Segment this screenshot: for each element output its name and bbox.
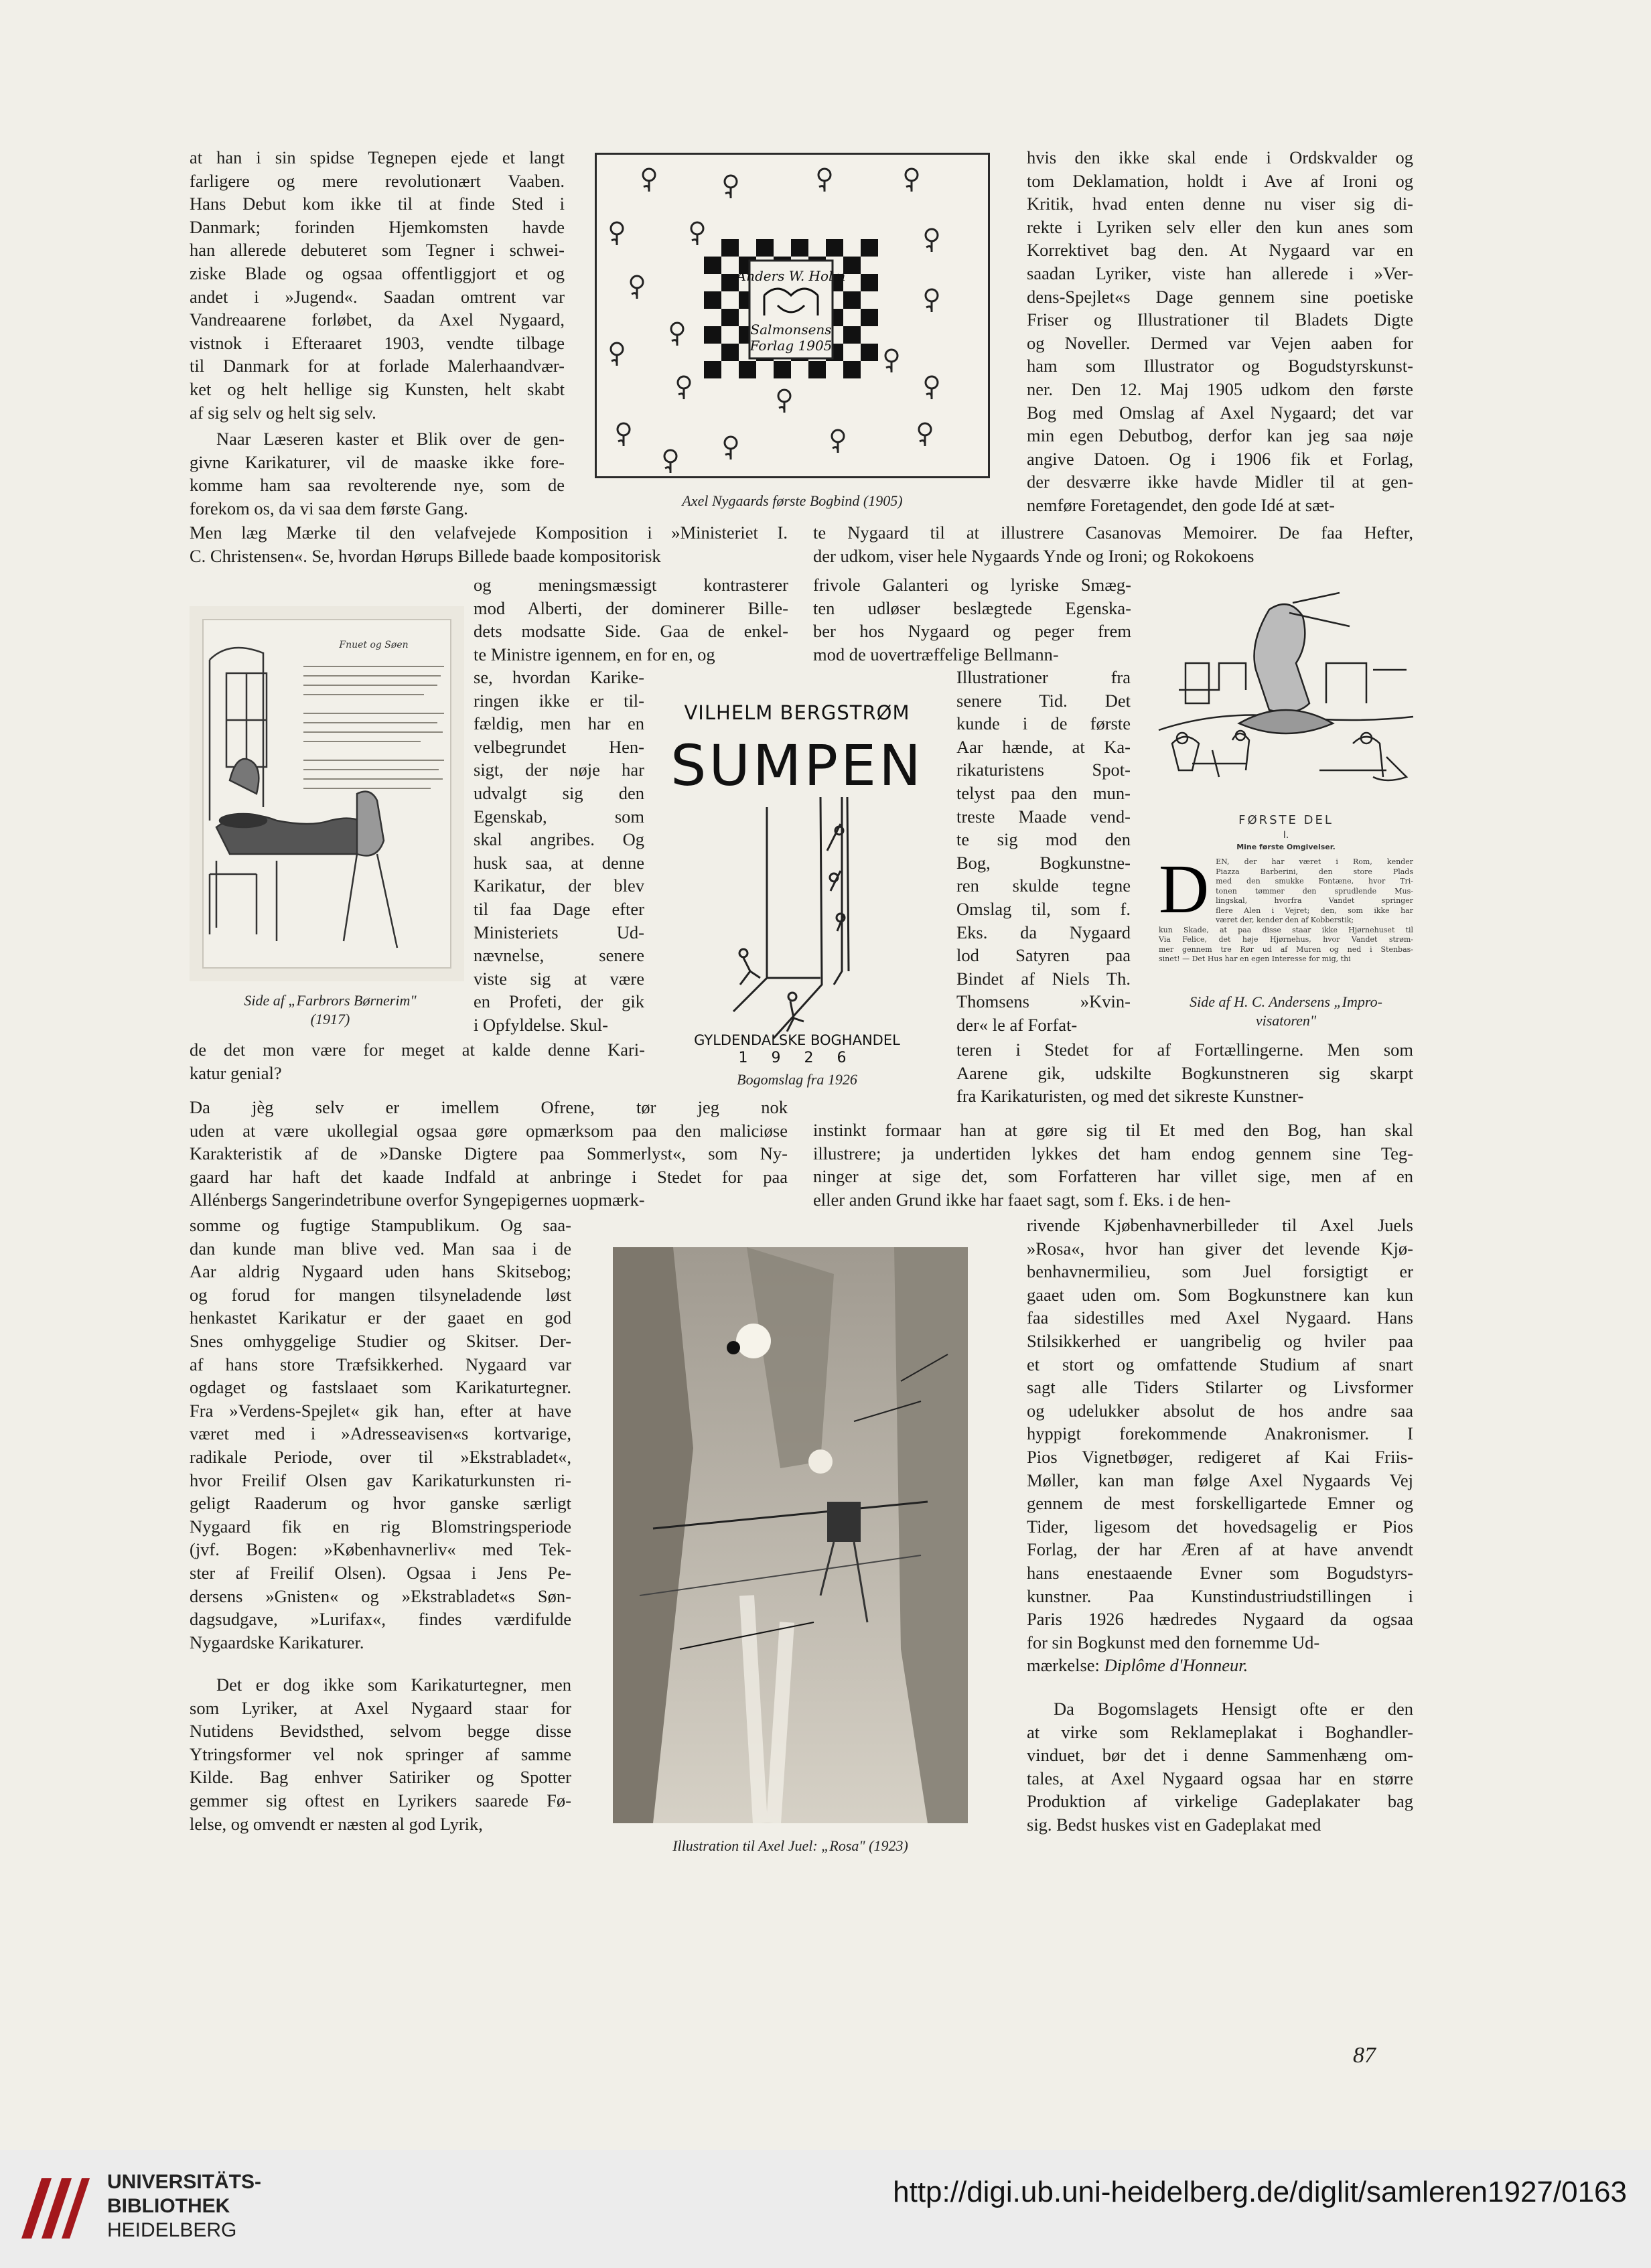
text-line: illustrere; ja undertiden lykkes det ham endog gennem sine Teg- (813, 1143, 1413, 1163)
rose-ornament (885, 350, 898, 362)
text-line: Omslag til, som f. (956, 898, 1131, 919)
checker-square (861, 274, 878, 291)
text-line: en Profeti, der gik (474, 991, 644, 1012)
rose-ornament (832, 430, 844, 442)
text-line: velbegrundet Hen- (474, 736, 644, 757)
text-line: hvis den ikke skal ende i Ordskvalder og (1027, 147, 1413, 167)
text-line: Eks. da Nygaard (956, 922, 1131, 942)
text-line: Via Felice, det høje Hjørnehus, hvor Vandet strøm- (1159, 935, 1413, 944)
text-line: kunstner. Paa Kunstindustriudstillingen i (1027, 1585, 1413, 1606)
text-line: dets modsatte Side. Gaa de enkel- (474, 621, 788, 642)
text-line: hans enestaaende Evner som Bogudstyrs- (1027, 1562, 1413, 1583)
rose-stem (632, 288, 637, 299)
text-line: og udelukker absolut de hos andre saa (1027, 1400, 1413, 1421)
text-line: instinkt formaar han at gøre sig til Et med den Bog, han skal (813, 1120, 1413, 1140)
text-line: katur genial? (190, 1062, 282, 1083)
text-line: Møller, kan man følge Axel Nygaards Vej (1027, 1470, 1413, 1490)
text-line: Karakteristik af de »Danske Digtere paa Sommerlyst«, som Ny- (190, 1143, 788, 1164)
text-line: kunde i de første (956, 713, 1131, 734)
text-line: han allerede debuteret som Tegner i schwei- (190, 240, 565, 261)
checker-square (843, 291, 861, 309)
rose-ornament (926, 376, 938, 388)
col-mid-d-text (190, 1096, 788, 1215)
bogbind-illustration (595, 153, 990, 478)
text-line: angive Datoen. Og i 1906 fik et Forlag, (1027, 448, 1413, 469)
text-line: ket og helt hellige sig Kunsten, helt skabt (190, 378, 565, 399)
checker-square (721, 309, 739, 326)
caption-bogbind: Axel Nygaards første Bogbind (1905) (682, 492, 903, 509)
bogbind-svg (597, 155, 988, 476)
text-line: rikaturistens Spot- (956, 760, 1131, 780)
rose-ornament (725, 437, 737, 449)
text-line: se, hvordan Karike- (474, 667, 644, 687)
text-line: været der, kender den af Kobberstik; (1216, 916, 1354, 924)
text-line: af sig selv og helt sig selv. (190, 402, 376, 423)
col-right-b-text (956, 666, 1131, 1041)
text-line: Ytringsformer vel nok springer af samme (190, 1744, 571, 1764)
text-line: Nygaard fik en rig Blomstringsperiode (190, 1516, 571, 1537)
text-line: Forlag, der har Æren af at have anvendt (1027, 1539, 1413, 1560)
bogbind-line2: Salmonsens (750, 322, 832, 338)
text-line: tales, at Axel Nygaard ogsaa har en større (1027, 1768, 1413, 1788)
text-line: sinet! — Det Hus har en egen Interesse for mig, thi (1159, 954, 1351, 963)
library-line2: BIBLIOTHEK (107, 2195, 230, 2217)
text-line: saadan Lyriker, viste han allerede i »Ver- (1027, 263, 1413, 283)
text-line: at virke som Reklameplakat i Boghandler- (1027, 1721, 1413, 1742)
text-line: Paris 1926 hædredes Nygaard da ogsaa (1027, 1609, 1413, 1630)
rose-stem (678, 388, 684, 399)
rose-stem (833, 442, 838, 453)
text-line: ner. Den 12. Maj 1905 udkom den første (1027, 378, 1413, 399)
col1-top-text (190, 146, 565, 427)
text-line: eller anden Grund ikke har faaet sagt, som f. Eks. i de hen- (813, 1189, 1231, 1210)
checker-square (808, 361, 826, 378)
col-right-a-text (813, 573, 1131, 670)
col-right-c-text (956, 1038, 1413, 1111)
text-line: og meningsmæssigt kontrasterer (474, 575, 788, 595)
caption-andersen-2: visatoren" (1255, 1012, 1317, 1029)
text-line: at han i sin spidse Tegnepen ejede et langt (190, 147, 565, 167)
checker-square (861, 239, 878, 257)
text-line: »Rosa«, hvor han giver det levende Kjø- (1027, 1238, 1413, 1259)
col-mid-b-text (474, 666, 644, 1041)
honneur-prefix: mærkelse: (1027, 1655, 1104, 1675)
text-line: sagt alle Tiders Stilarter og Livsformer (1027, 1377, 1413, 1398)
rose-stem (725, 188, 731, 198)
caption-andersen-1: Side af H. C. Andersens „Impro- (1190, 993, 1382, 1010)
text-line: Det er dog ikke som Karikaturtegner, men (216, 1675, 571, 1695)
text-line: Bog, Bogkunstne- (956, 852, 1131, 873)
text-line: ziske Blade og ogsaa offentliggjort et og (190, 263, 565, 283)
text-line: farligere og mere revolutionært Vaaben. (190, 170, 565, 191)
caption-bogomslag: Bogomslag fra 1926 (737, 1071, 857, 1088)
text-line: Piazza Barberini, den store Plads (1216, 867, 1413, 876)
text-line: Bindet af Niels Th. (956, 968, 1131, 989)
text-line: Egenskab, som (474, 806, 644, 827)
text-line: Naar Læseren kaster et Blik over de gen- (216, 429, 565, 449)
text-line: ogdaget og fastslaaet som Karikaturtegner. (190, 1377, 571, 1398)
text-line: ren skulde tegne (956, 875, 1131, 896)
rose-ornament (926, 289, 938, 301)
text-line: som Lyriker, at Axel Nygaard staar for (190, 1697, 571, 1718)
text-line: hyppigt forekommende Anakronismer. I (1027, 1423, 1413, 1444)
sumpen-publisher: GYLDENDALSKE BOGHANDEL (694, 1032, 900, 1048)
text-line: faa sidestilles med Axel Nygaard. Hans (1027, 1307, 1413, 1328)
rose-ornament (631, 276, 643, 288)
honneur-italic: Diplôme d'Honneur. (1104, 1655, 1248, 1675)
text-line: gennem de mest forskelligartede Emner og (1027, 1493, 1413, 1514)
text-line: gaaet uden om. Som Bogkunstnere kan kun (1027, 1284, 1413, 1305)
rose-ornament (618, 423, 630, 435)
rose-stem (672, 335, 677, 346)
andersen-chapter: I. (1283, 830, 1289, 841)
rose-ornament (818, 169, 831, 181)
library-name (107, 2170, 261, 2243)
sumpen-cover (666, 690, 928, 1066)
text-line: Friser og Illustrationer til Bladets Digte (1027, 309, 1413, 330)
checker-square (756, 239, 774, 257)
page-number: 87 (1353, 2043, 1376, 2068)
text-line: geligt Raaderum og hvor ganske særligt (190, 1493, 571, 1514)
text-line: vinduet, bør det i denne Sammenhæng om- (1027, 1745, 1413, 1766)
rose-ornament (643, 169, 655, 181)
library-line1: UNIVERSITÄTS- (107, 2171, 262, 2193)
rose-ornament (611, 222, 623, 234)
text-line: viste sig at være (474, 968, 644, 989)
rose-stem (725, 449, 731, 459)
col1-bottom-a-text (190, 1214, 571, 1656)
rose-ornament (671, 323, 683, 335)
text-line: te Nygaard til at illustrere Casanovas Memoirer. De faa Hefter, (813, 522, 1413, 543)
text-line: Illustrationer fra (956, 667, 1131, 687)
text-line: rekte i Lyriken selv eller den kun anes som (1027, 216, 1413, 237)
text-line: Tider, ligesom det hovedsagelig er Pios (1027, 1516, 1413, 1537)
text-line: frivole Galanteri og lyriske Smæg- (813, 575, 1131, 595)
text-line: ham som Illustrator og Bogudstyrskunst- (1027, 356, 1413, 376)
andersen-text-full (1159, 926, 1413, 965)
rose-stem (926, 301, 932, 312)
col3-bottom-b-text (1027, 1697, 1413, 1841)
text-line: dersens »Gnisten« og »Ekstrabladet«s Søn- (190, 1585, 571, 1606)
rose-stem (612, 234, 617, 245)
text-line: Pios Vignetbøger, redigeret af Kai Friis- (1027, 1446, 1413, 1467)
rosa-svg (613, 1247, 968, 1823)
text-line: Aar aldrig Nygaard uden hans Skitsebog; (190, 1261, 571, 1282)
rose-stem (618, 435, 624, 446)
caption-rosa: Illustration til Axel Juel: „Rosa" (1923) (672, 1837, 908, 1854)
text-line: dagsudgave, »Lurifax«, findes værdifulde (190, 1609, 571, 1630)
text-line: senere Tid. Det (956, 690, 1131, 711)
text-line: somme og fugtige Stampublikum. Og saa- (190, 1215, 571, 1235)
andersen-illustration (1152, 589, 1420, 991)
text-line: fældig, men har en (474, 713, 644, 734)
text-line: der udkom, viser hele Nygaards Ynde og Ironi; og Rokokoens (813, 545, 1254, 566)
checker-square (861, 344, 878, 361)
text-line: udvalgt sig den (474, 782, 644, 803)
andersen-body (1159, 851, 1413, 965)
text-line: dens-Spejlet«s Dage gennem sine poetiske (1027, 286, 1413, 307)
text-line: Aarene gik, udskilte Bogkunstneren sig skarpt (956, 1062, 1413, 1083)
text-line: vistnok i Efteraaret 1903, vendte tilbage (190, 332, 565, 353)
rose-ornament (926, 229, 938, 241)
text-line: sig. Bedst huskes vist en Gadeplakat med (1027, 1814, 1321, 1835)
checker-square (826, 239, 843, 257)
wide-right-lines (813, 521, 1413, 569)
sumpen-svg (666, 690, 928, 1066)
text-line: fra Karikaturisten, og med det sikreste Kunstner- (956, 1086, 1304, 1107)
checker-square (791, 239, 808, 257)
text-line: Aar hænde, at Ka- (956, 736, 1131, 757)
col3-top-text (1027, 146, 1413, 521)
rose-ornament (678, 376, 690, 388)
text-line: Kritik, hvad enten denne nu viser sig di- (1027, 194, 1413, 214)
text-line: Bog med Omslag af Axel Nygaard; det var (1027, 402, 1413, 423)
text-line: EN, der har været i Rom, kender (1216, 857, 1413, 866)
text-line: sigt, der nøje har (474, 760, 644, 780)
text-line: nemføre Foretagendet, den gode Idé at sæt- (1027, 494, 1335, 515)
text-line: der« le af Forfat- (956, 1014, 1078, 1035)
text-line: andet i »Jugend«. Saadan omtrent var (190, 286, 565, 307)
text-line: til Danmark for at forlade Malerhaandvær- (190, 356, 565, 376)
text-line: uden at være ukollegial ogsaa gøre opmærksom paa den maliciøse (190, 1120, 788, 1141)
andersen-svg (1152, 589, 1420, 821)
rose-ornament (664, 450, 676, 462)
rose-stem (926, 388, 932, 399)
col-right-d-text (813, 1119, 1413, 1215)
rose-stem (886, 362, 891, 372)
text-line: Men læg Mærke til den velafvejede Komposition i »Ministeriet I. (190, 522, 788, 543)
text-line: rivende Kjøbenhavnerbilleder til Axel Juels (1027, 1215, 1413, 1235)
source-url-link[interactable]: http://digi.ub.uni-heidelberg.de/diglit/samleren1927/0163 (893, 2176, 1627, 2208)
text-line: hvor Freilif Olsen gav Karikaturkunsten ri- (190, 1470, 571, 1490)
checker-square (861, 309, 878, 326)
text-line: Da jèg selv er imellem Ofrene, tør jeg nok (190, 1097, 788, 1117)
sumpen-year: 1 9 2 6 (738, 1050, 856, 1066)
rose-stem (644, 181, 649, 192)
caption-farbror-2: (1917) (310, 1011, 350, 1027)
farbror-svg (190, 606, 464, 981)
text-line: af hans store Træfsikkerhed. Nygaard var (190, 1354, 571, 1374)
checker-square (843, 326, 861, 344)
text-line: skal angribes. Og (474, 829, 644, 850)
text-line: et stort og omfattende Studium af snart (1027, 1354, 1413, 1374)
rose-ornament (725, 175, 737, 188)
text-line: mod de uovertræffelige Bellmann- (813, 644, 1059, 664)
text-line: ten udløser beslægtede Egenska- (813, 597, 1131, 618)
col3-honneur-line (1027, 1654, 1413, 1678)
text-line: gaard har haft det kaade Indfald at anbringe i Stedet for paa (190, 1166, 788, 1187)
checker-square (721, 344, 739, 361)
rose-stem (920, 435, 925, 446)
text-line: ber hos Nygaard og peger frem (813, 621, 1131, 642)
text-line: været med i »Adresseavisen«s kortvarige, (190, 1423, 571, 1444)
text-line: med den smukke Fontæne, hvor Tri- (1216, 877, 1413, 885)
text-line: Fra »Verdens-Spejlet« gik han, efter at have (190, 1400, 571, 1421)
text-line: ninger at sige det, som Forfatteren har villet sige, men af en (813, 1166, 1413, 1187)
library-line3: HEIDELBERG (107, 2219, 237, 2241)
checker-square (704, 257, 721, 274)
text-line: Vandreaarene forløbet, da Axel Nygaard, (190, 309, 565, 330)
text-line: Nutidens Bevidsthed, selvom begge disse (190, 1721, 571, 1742)
text-line: Karikatur, der blev (474, 875, 644, 896)
checker-square (739, 361, 756, 378)
text-line: Snes omhyggelige Studier og Skitser. Der- (190, 1330, 571, 1351)
rose-stem (612, 355, 617, 366)
rose-ornament (906, 169, 918, 181)
text-line: Kilde. Bag enhver Satiriker og Spotter (190, 1767, 571, 1788)
text-line: givne Karikaturer, vil de maaske ikke fore- (190, 451, 565, 472)
text-line: husk saa, at denne (474, 852, 644, 873)
text-line: teren i Stedet for af Fortællingerne. Men som (956, 1040, 1413, 1060)
text-line: mod Alberti, der dominerer Bille- (474, 597, 788, 618)
rose-ornament (778, 390, 790, 402)
text-line: nævnelse, senere (474, 945, 644, 966)
checker-square (843, 257, 861, 274)
farbror-illustration (190, 606, 464, 981)
checker-square (704, 291, 721, 309)
rose-stem (692, 234, 697, 245)
caption-farbror-1: Side af „Farbrors Børnerim" (244, 992, 417, 1009)
text-line: Hans Debut kom ikke til at finde Sted i (190, 194, 565, 214)
andersen-subtitle: Mine første Omgivelser. (1236, 843, 1336, 851)
col3-bottom-a-text (1027, 1214, 1413, 1656)
andersen-dropcap: D (1159, 851, 1210, 928)
text-line: ringen ikke er til- (474, 690, 644, 711)
text-line: Stilsikkerhed er uangribelig og hviler paa (1027, 1330, 1413, 1351)
text-line: Produktion af virkelige Gadeplakater bag (1027, 1791, 1413, 1812)
bogbind-line3: Forlag 1905 (749, 338, 833, 354)
text-line: Nygaardske Karikaturer. (190, 1632, 364, 1652)
text-line: i Opfyldelse. Skul- (474, 1014, 608, 1035)
sumpen-title: SUMPEN (670, 733, 924, 798)
col-mid-a-text (474, 573, 788, 670)
checker-square (774, 361, 791, 378)
rosa-illustration (613, 1247, 968, 1823)
checker-square (704, 361, 721, 378)
text-line: radikale Periode, over til »Ekstrabladet«, (190, 1446, 571, 1467)
text-line: treste Maade vend- (956, 806, 1131, 827)
sumpen-author: VILHELM BERGSTRØM (684, 701, 910, 724)
text-line: lingskal, hvorfra Vandet springer (1216, 896, 1413, 905)
text-line: benhavnermilieu, som Juel forsigtigt er (1027, 1261, 1413, 1282)
farbror-title: Fnuet og Søen (339, 640, 409, 650)
text-line: tonen tømmer den sprudlende Mus- (1216, 886, 1413, 896)
text-line: henkastet Karikatur er der gaaet en god (190, 1307, 571, 1328)
text-line: Allénbergs Sangerindetribune overfor Syngepigernes uopmærk- (190, 1190, 645, 1210)
text-line: de det mon være for meget at kalde denne Kari- (190, 1040, 645, 1060)
text-line: flere Alen i Vejret; den, som ikke har (1216, 906, 1413, 915)
text-line: komme ham saa revolterende nye, som de (190, 475, 565, 496)
text-line: lelse, og omvendt er næsten al god Lyrik, (190, 1813, 483, 1834)
rose-stem (665, 462, 670, 473)
text-line: lod Satyren paa (956, 945, 1131, 966)
rose-ornament (691, 222, 703, 234)
rose-stem (819, 181, 824, 192)
checker-square (721, 239, 739, 257)
text-line: tom Deklamation, holdt i Ave af Ironi og (1027, 170, 1413, 191)
text-line: og forud for mangen tilsyneladende løst (190, 1284, 571, 1305)
rose-stem (779, 402, 784, 413)
checker-square (704, 326, 721, 344)
text-line: te Ministre igennem, en for en, og (474, 644, 715, 664)
text-line: telyst paa den mun- (956, 782, 1131, 803)
text-line: Da Bogomslagets Hensigt ofte er den (1054, 1699, 1413, 1719)
text-line: kun Skade, at paa disse staar ikke Hjørnehuset til (1159, 925, 1413, 934)
text-line: ster af Freilif Olsen). Ogsaa i Jens Pe- (190, 1562, 571, 1583)
text-line: gemmer sig oftest en Lyrikers saarede Fø- (190, 1790, 571, 1811)
bogbind-line1: Anders W. Holm (736, 268, 846, 284)
text-line: Korrektivet bag den. At Nygaard var en (1027, 240, 1413, 261)
text-line: (jvf. Bogen: »Københavnerliv« med Tek- (190, 1539, 571, 1560)
text-line: forekom os, da vi saa dem første Gang. (190, 498, 468, 518)
text-line: C. Christensen«. Se, hvordan Hørups Billede baade kompositorisk (190, 545, 661, 566)
col-mid-c-text (190, 1038, 645, 1086)
text-line: Ministeriets Ud- (474, 922, 644, 942)
text-line: og Noveller. Dermed var Vejen aaben for (1027, 332, 1413, 353)
text-line: dan kunde man blive ved. Man saa i de (190, 1238, 571, 1259)
university-logo-icon (15, 2165, 95, 2245)
text-line: te sig mod den (956, 829, 1131, 850)
text-line: Thomsens »Kvin- (956, 991, 1131, 1012)
text-line: mer gennem tre Rør ud af Muren og ned i Stenbas- (1159, 944, 1413, 954)
text-line: der desværre ikke havde Midler til at gen- (1027, 472, 1413, 492)
andersen-part: FØRSTE DEL (1238, 813, 1334, 827)
rose-stem (906, 181, 912, 192)
text-line: for sin Bogkunst med den fornemme Ud- (1027, 1632, 1320, 1652)
wide-left-lines (190, 521, 788, 569)
col1-para2-text (190, 427, 565, 524)
rose-stem (926, 241, 932, 252)
text-line: til faa Dage efter (474, 898, 644, 919)
text-line: Danmark; forinden Hjemkomsten havde (190, 216, 565, 237)
col1-bottom-b-text (190, 1673, 571, 1841)
rose-ornament (919, 423, 931, 435)
checker-square (843, 361, 861, 378)
text-line: min egen Debutbog, derfor kan jeg saa nøje (1027, 425, 1413, 446)
rose-ornament (611, 343, 623, 355)
